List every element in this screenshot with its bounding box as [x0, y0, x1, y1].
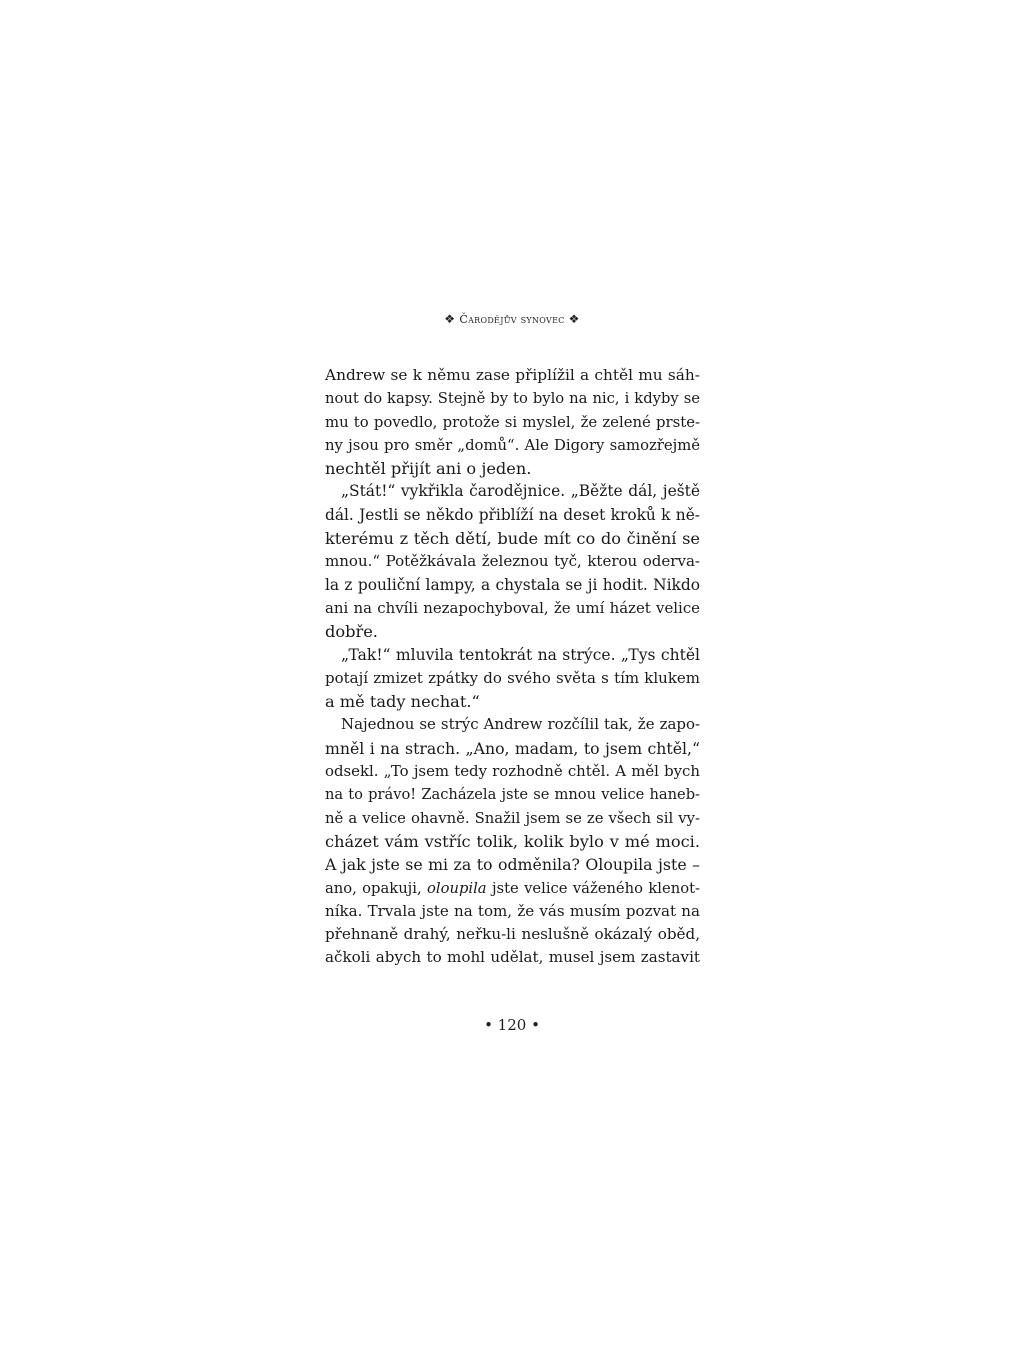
page-number: • 120 • [484, 1016, 540, 1034]
text-line: Najednou se strýc Andrew rozčílil tak, že zapo- [341, 715, 700, 734]
text-line: la z pouliční lampy, a chystala se ji hodit. Nikdo [325, 575, 700, 594]
book-title: Čarodějův synovec [459, 313, 565, 326]
text-line: na to právo! Zacházela jste se mnou velice haneb- [325, 786, 700, 804]
text-line: kterému z těch dětí, bude mít co do činění se [325, 529, 700, 549]
text-line: přehnaně drahý, neřku-li neslušně okázalý oběd, [325, 925, 700, 944]
text-line: nout do kapsy. Stejně by to bylo na nic, i kdyby se [325, 390, 700, 408]
text-run: ano, opakuji, [325, 879, 427, 897]
text-line: dál. Jestli se někdo přiblíží na deset kroků k ně- [325, 505, 700, 524]
text-line: mněl i na strach. „Ano, madam, to jsem chtěl,“ [325, 738, 700, 758]
text-line: ačkoli abych to mohl udělat, musel jsem zastavit [325, 948, 700, 967]
text-run: jste velice váženého klenot- [486, 879, 700, 897]
text-line: dobře. [325, 622, 378, 642]
text-line: mu to povedlo, protože si myslel, že zelené prste- [325, 412, 700, 431]
text-line: cházet vám vstříc tolik, kolik bylo v mé moci. [325, 831, 700, 851]
text-line: „Tak!“ mluvila tentokrát na strýce. „Tys chtěl [341, 645, 700, 664]
text-line: ny jsou pro směr „domů“. Ale Digory samozřejmě [325, 436, 700, 454]
ornament-icon: ❖ [568, 312, 580, 326]
text-line: ně a velice ohavně. Snažil jsem se ze všech sil vy- [325, 809, 700, 827]
ornament-icon: ❖ [444, 312, 456, 326]
text-line: ani na chvíli nezapochyboval, že umí házet velice [325, 598, 700, 617]
body-text [325, 364, 700, 970]
text-line: níka. Trvala jste na tom, že vás musím pozvat na [325, 901, 700, 920]
text-line: odsekl. „To jsem tedy rozhodně chtěl. A měl bych [325, 762, 700, 781]
text-line: Andrew se k němu zase připlížil a chtěl mu sáh- [325, 366, 700, 384]
text-line [325, 877, 700, 900]
text-line: nechtěl přijít ani o jeden. [325, 459, 532, 479]
text-line: potají zmizet zpátky do svého světa s tím klukem [325, 668, 700, 687]
text-line: a mě tady nechat.“ [325, 692, 480, 712]
text-line: mnou.“ Potěžkávala železnou tyč, kterou oderva- [325, 552, 700, 571]
text-line: A jak jste se mi za to odměnila? Oloupila jste – [325, 855, 700, 875]
text-line: „Stát!“ vykřikla čarodějnice. „Běžte dál, ještě [341, 482, 700, 501]
emphasis: oloupila [427, 879, 487, 897]
running-header [0, 312, 1024, 326]
